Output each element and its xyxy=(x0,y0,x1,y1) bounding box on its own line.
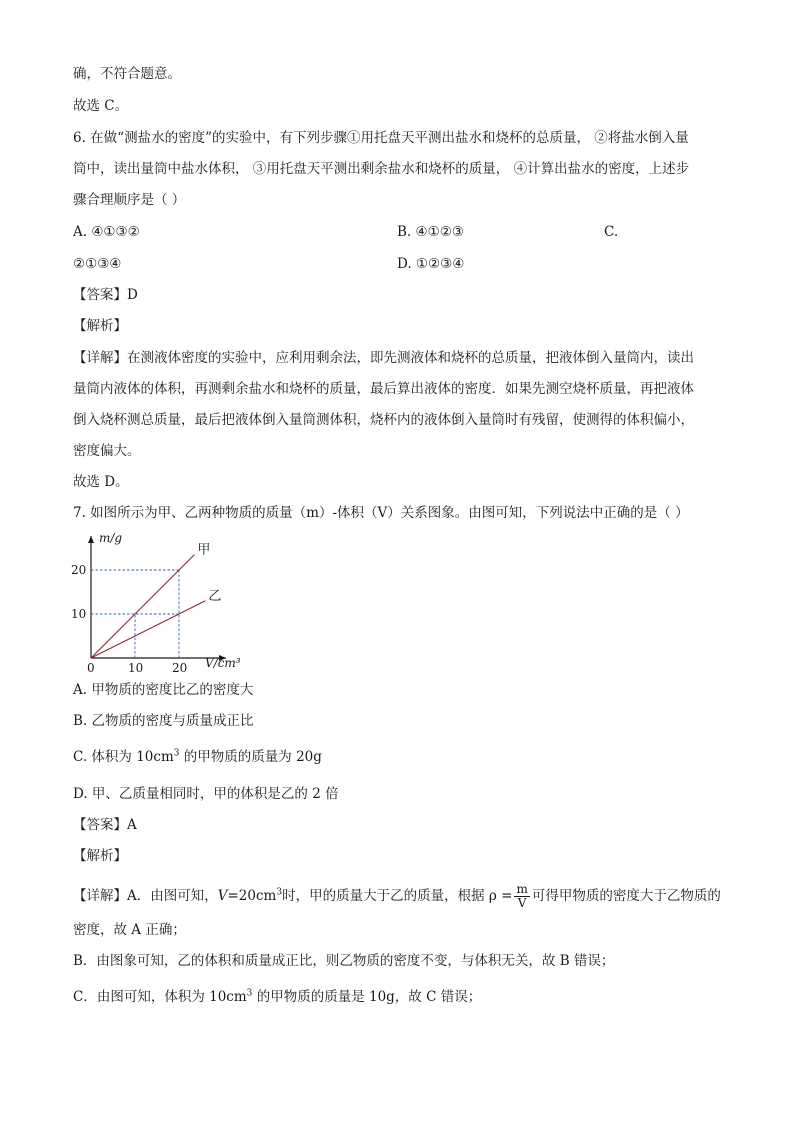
explanation-line: 量筒内液体的体积，再测剩余盐水和烧杯的质量，最后算出液体的密度．如果先测空烧杯质量，再把液体 xyxy=(73,381,694,397)
answer-label: 【答案】A xyxy=(73,817,137,833)
x-tick-label: 10 xyxy=(128,661,144,675)
explanation-line: 【详解】在测液体密度的实验中，应利用剩余法，即先测液体和烧杯的总质量，把液体倒入量筒内，读出 xyxy=(73,350,694,366)
y-tick-label: 10 xyxy=(71,607,87,621)
mass-volume-chart xyxy=(70,528,250,678)
answer-label: 【答案】D xyxy=(73,287,138,303)
explanation-line: 密度，故 A 正确； xyxy=(73,922,186,938)
question-6-stem: 骤合理顺序是（ ） xyxy=(73,192,186,208)
x-tick-label: 0 xyxy=(87,661,95,675)
series-label-yi: 乙 xyxy=(208,588,222,604)
option-d: D. 甲、乙质量相同时，甲的体积是乙的 2 倍 xyxy=(73,786,339,802)
conclusion-line: 故选 D。 xyxy=(73,474,129,490)
explanation-line: C．由图可知，体积为 $10cm^3$ 的甲物质的质量是 10g，故 C 错误； xyxy=(73,988,482,1005)
option-a: A. 甲物质的密度比乙的密度大 xyxy=(73,682,254,698)
option-d: D. ①②③④ xyxy=(397,256,465,272)
explanation-line: 倒入烧杯测总质量，最后把液体倒入量筒测体积，烧杯内的液体倒入量筒时有残留，使测得的体积偏小， xyxy=(73,412,694,428)
y-tick-label: 20 xyxy=(71,563,87,577)
x-tick-label: 20 xyxy=(172,661,188,675)
x-axis-label: V/cm³ xyxy=(205,656,241,670)
text-line: 确，不符合题意。 xyxy=(73,66,181,82)
y-axis-arrow xyxy=(88,536,94,543)
y-axis-label: m/g xyxy=(99,531,123,545)
option-a: A. ④①③② xyxy=(73,224,140,240)
explanation-line: B．由图象可知，乙的体积和质量成正比，则乙物质的密度不变，与体积无关，故 B 错误； xyxy=(73,953,615,969)
analysis-label: 【解析】 xyxy=(73,318,127,334)
series-line-yi xyxy=(91,601,205,658)
option-b: B. 乙物质的密度与质量成正比 xyxy=(73,713,254,729)
explanation-line: 【详解】A．由图可知，$V=20cm^3$时，甲的质量大于乙的质量，根据 ρ = $\frac{m}{V}$ 可得甲物质的密度大于乙物质的 xyxy=(73,882,721,910)
explanation-line: 密度偏大。 xyxy=(73,443,141,459)
question-6-stem: 筒中，读出量筒中盐水体积， ③用托盘天平测出剩余盐水和烧杯的质量， ④计算出盐水的密度，上述步 xyxy=(73,161,690,177)
option-c-content: ②①③④ xyxy=(73,256,122,272)
option-c: C. 体积为 $10cm^3$ 的甲物质的质量为 20g xyxy=(73,748,322,765)
option-c: C. xyxy=(604,224,619,240)
analysis-label: 【解析】 xyxy=(73,848,127,864)
text-line: 故选 C。 xyxy=(73,98,129,114)
density-fraction: $\frac{m}{V}$ xyxy=(516,882,528,910)
option-b: B. ④①②③ xyxy=(397,224,464,240)
series-label-jia: 甲 xyxy=(197,542,211,558)
question-6-stem: 6. 在做“测盐水的密度”的实验中，有下列步骤①用托盘天平测出盐水和烧杯的总质量， ②将盐水倒入量 xyxy=(73,130,689,146)
question-7-stem: 7. 如图所示为甲、乙两种物质的质量（m）-体积（V）关系图象。由图可知，下列说法中正确的是（ ） xyxy=(73,505,689,521)
